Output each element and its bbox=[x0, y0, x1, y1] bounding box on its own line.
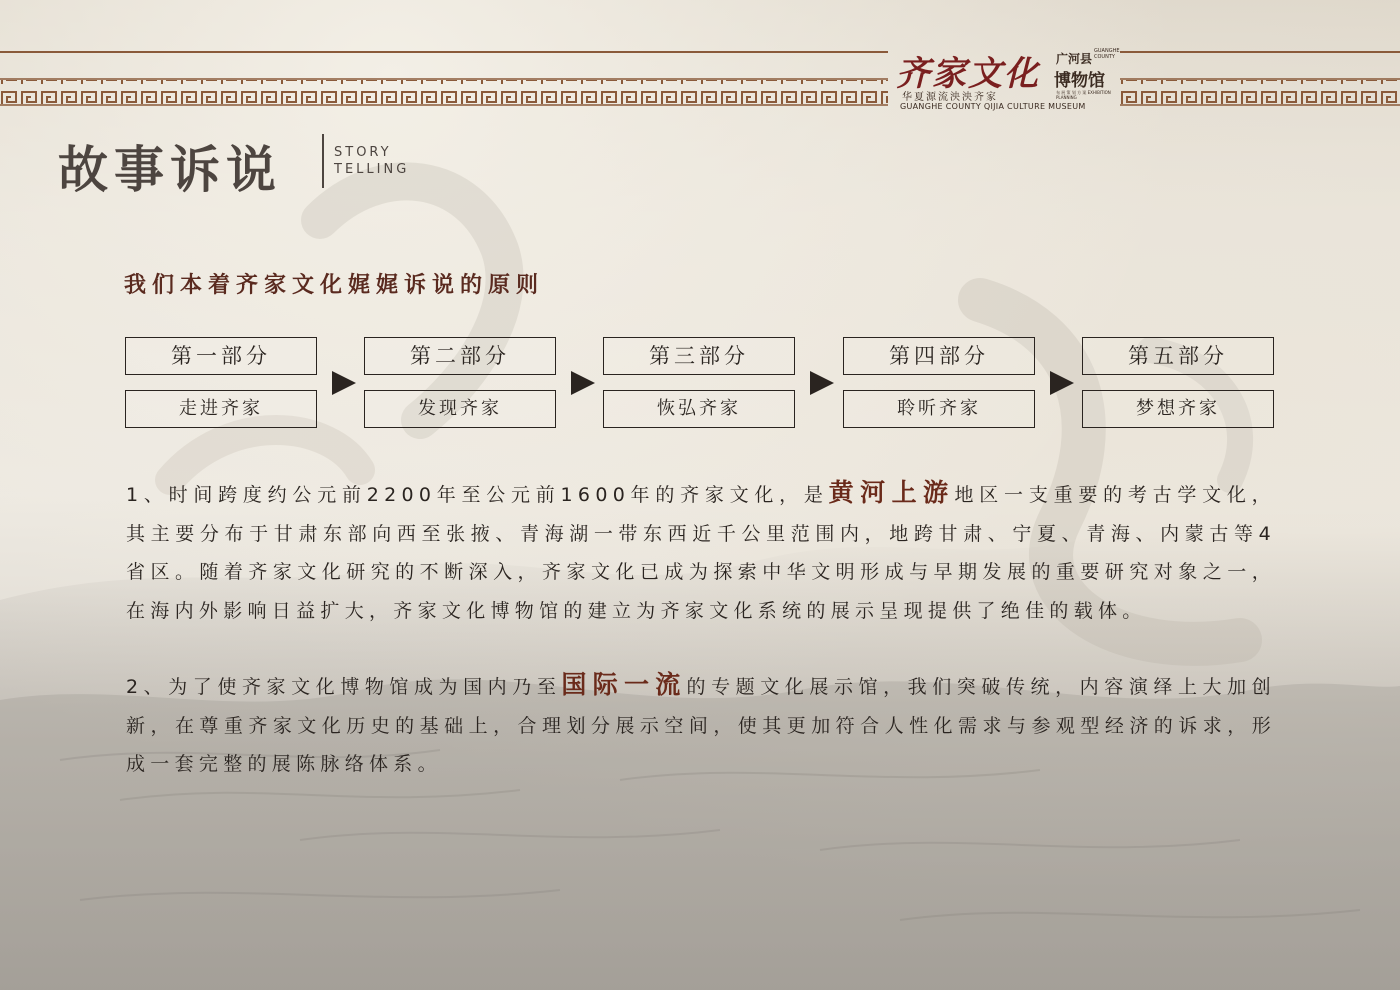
flow-step-5 bbox=[1082, 337, 1274, 429]
step-part-label: 第三部分 bbox=[603, 337, 795, 375]
p2-text-before: 2、为了使齐家文化博物馆成为国内乃至 bbox=[126, 676, 562, 698]
step-name-label: 恢弘齐家 bbox=[603, 390, 795, 428]
step-part-label: 第四部分 bbox=[843, 337, 1035, 375]
flow-step-2 bbox=[364, 337, 556, 429]
logo-museum: 博物馆 bbox=[1054, 71, 1105, 91]
p1-highlight: 黄河上游 bbox=[828, 478, 955, 507]
principle-heading: 我们本着齐家文化娓娓诉说的原则 bbox=[124, 273, 545, 298]
logo-county-en: GUANGHE COUNTY bbox=[1094, 48, 1120, 60]
title-en-line1: STORY bbox=[334, 145, 392, 160]
p1-text-before: 1、时间跨度约公元前2200年至公元前1600年的齐家文化，是 bbox=[126, 484, 829, 506]
title-english bbox=[334, 144, 409, 178]
paragraph-2 bbox=[126, 666, 1276, 784]
part-flow bbox=[125, 337, 1275, 429]
p2-highlight: 国际一流 bbox=[561, 670, 687, 699]
logo-slogan-small: 布 展 策 划 方 案 EXHIBITION PLANNING bbox=[1056, 90, 1111, 100]
step-name-label: 发现齐家 bbox=[364, 390, 556, 428]
arrow-right-icon bbox=[1050, 371, 1074, 395]
step-name-label: 聆听齐家 bbox=[843, 390, 1035, 428]
arrow-right-icon bbox=[332, 371, 356, 395]
page-title: 故事诉说 bbox=[58, 141, 282, 199]
title-en-line2: TELLING bbox=[334, 162, 410, 177]
step-part-label: 第二部分 bbox=[364, 337, 556, 375]
logo-county: 广河县 bbox=[1056, 52, 1093, 66]
fret-border bbox=[0, 0, 1400, 120]
step-part-label: 第五部分 bbox=[1082, 337, 1274, 375]
p1-text-after: 地区一支重要的考古学文化，其主要分布于甘肃东部向西至张掖、青海湖一带东西近千公里范围内，地跨甘肃、宁夏、青海、内蒙古等4省区。随着齐家文化研究的不断深入，齐家文化已成为探索中华文明形成与早期发展的重要研究对象之一，在海内外影响日益扩大，齐家文化博物馆的建立为齐家文化系统的展示呈现提供了绝佳的载体。 bbox=[126, 484, 1276, 622]
p2-text-after: 的专题文化展示馆，我们突破传统，内容演绎上大加创新，在尊重齐家文化历史的基础上，合理划分展示空间，使其更加符合人性化需求与参观型经济的诉求，形成一套完整的展陈脉络体系。 bbox=[126, 676, 1276, 775]
flow-step-1 bbox=[125, 337, 317, 429]
paragraph-1 bbox=[126, 474, 1276, 630]
step-name-label: 走进齐家 bbox=[125, 390, 317, 428]
step-part-label: 第一部分 bbox=[125, 337, 317, 375]
flow-step-3 bbox=[603, 337, 795, 429]
logo-slogan: 华夏源流泱泱齐家 bbox=[902, 92, 998, 103]
flow-step-4 bbox=[843, 337, 1035, 429]
logo-english: GUANGHE COUNTY QIJIA CULTURE MUSEUM bbox=[900, 102, 1086, 111]
logo-name: 齐家文化 bbox=[896, 54, 1040, 94]
arrow-right-icon bbox=[571, 371, 595, 395]
museum-logo bbox=[888, 44, 1120, 114]
arrow-right-icon bbox=[810, 371, 834, 395]
step-name-label: 梦想齐家 bbox=[1082, 390, 1274, 428]
title-divider bbox=[322, 134, 324, 188]
